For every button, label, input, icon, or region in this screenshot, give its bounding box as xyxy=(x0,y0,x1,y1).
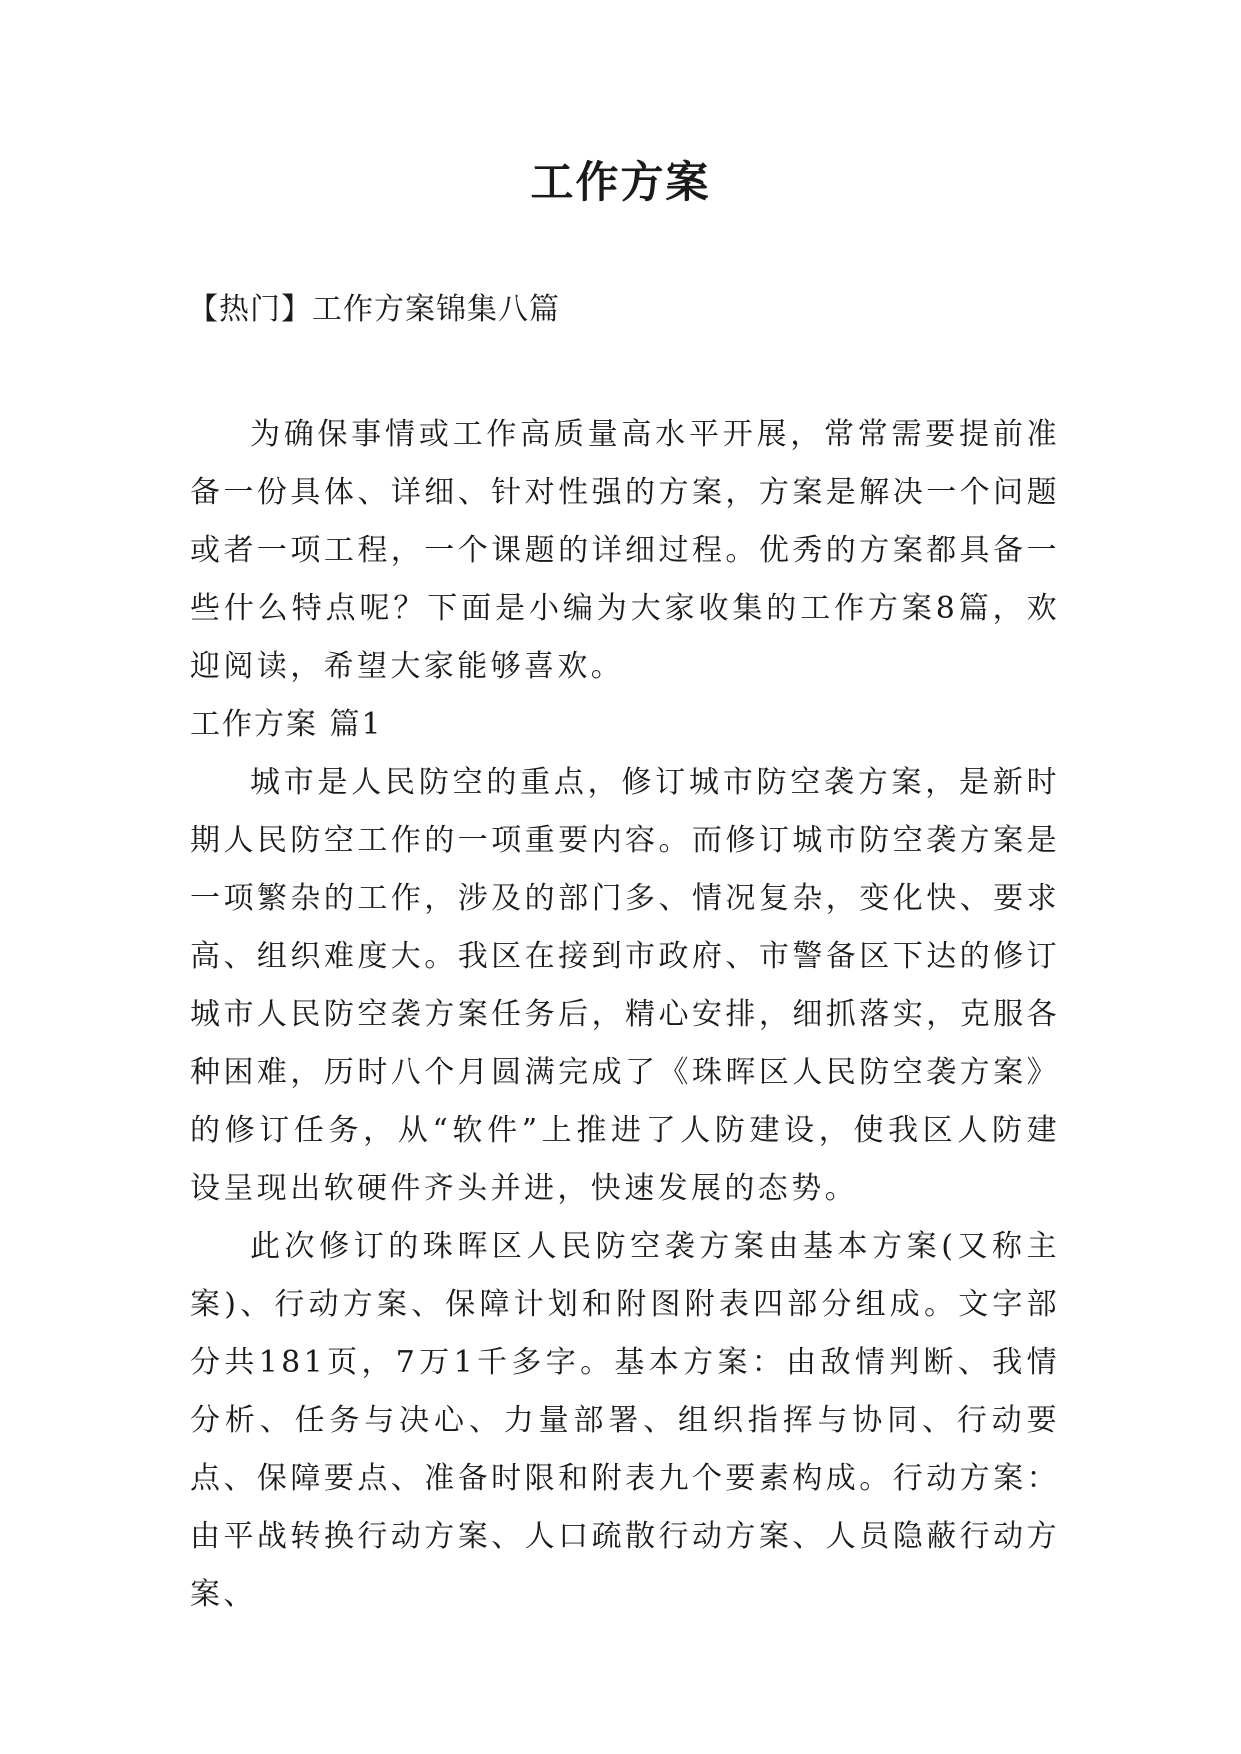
body-paragraph-1: 城市是人民防空的重点，修订城市防空袭方案，是新时期人民防空工作的一项重要内容。而修订城市防空袭方案是一项繁杂的工作，涉及的部门多、情况复杂，变化快、要求高、组织难度大。我区在接到市政府、市警备区下达的修订城市人民防空袭方案任务后，精心安排，细抓落实，克服各种困难，历时八个月圆满完成了《珠晖区人民防空袭方案》的修订任务，从“软件”上推进了人防建设，使我区人防建设呈现出软硬件齐头并进，快速发展的态势。 xyxy=(190,765,1060,1206)
document-title: 工作方案 xyxy=(530,158,711,208)
body-paragraph-2: 此次修订的珠晖区人民防空袭方案由基本方案(又称主案)、行动方案、保障计划和附图附表四部分组成。文字部分共181页，7万1千多字。基本方案：由敌情判断、我情分析、任务与决心、力量部署、组织指挥与协同、行动要点、保障要点、准备时限和附表九个要素构成。行动方案：由平战转换行动方案、人口疏散行动方案、人员隐蔽行动方案、 xyxy=(190,1229,1060,1612)
document-body xyxy=(190,406,1060,1624)
section-heading: 工作方案 篇1 xyxy=(190,707,383,742)
document-subtitle: 【热门】工作方案锦集八篇 xyxy=(188,292,560,327)
intro-paragraph: 为确保事情或工作高质量高水平开展，常常需要提前准备一份具体、详细、针对性强的方案，方案是解决一个问题或者一项工程，一个课题的详细过程。优秀的方案都具备一些什么特点呢？下面是小编为大家收集的工作方案8篇，欢迎阅读，希望大家能够喜欢。 xyxy=(190,417,1060,684)
